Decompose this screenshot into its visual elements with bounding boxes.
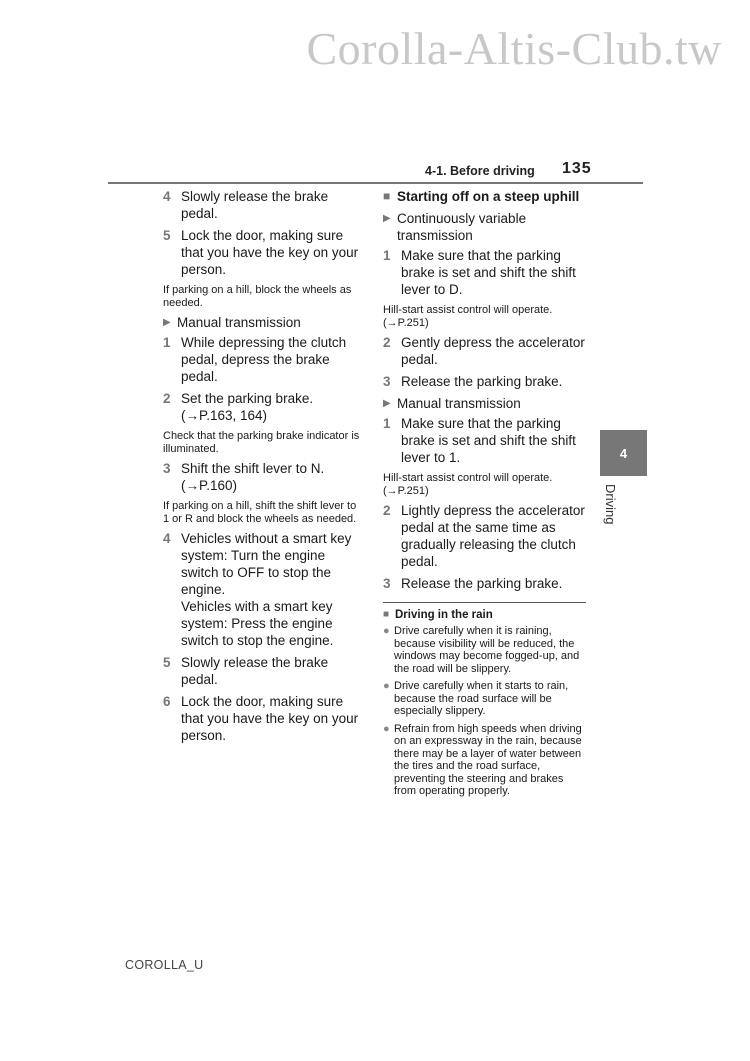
- step-number: 3: [383, 576, 391, 591]
- step-text: Lock the door, making sure that you have the key on your person.: [181, 694, 359, 743]
- step-text: Slowly release the brake pedal.: [181, 189, 329, 221]
- triangle-right-icon: ▶: [163, 317, 171, 328]
- step-text-line: Set the parking brake.: [181, 391, 314, 406]
- circle-bullet-icon: ●: [383, 680, 390, 692]
- list-item: [383, 723, 588, 798]
- section-rule: [383, 602, 586, 603]
- step-item: [163, 334, 363, 385]
- square-icon: ■: [383, 609, 390, 620]
- section-heading: [383, 188, 588, 205]
- step-number: 4: [163, 531, 171, 546]
- page-number: 135: [562, 160, 592, 177]
- circle-bullet-icon: ●: [383, 625, 390, 637]
- step-item: [163, 227, 363, 278]
- step-text: Slowly release the brake pedal.: [181, 655, 329, 687]
- step-number: 4: [163, 189, 171, 204]
- subsection-text: Manual transmission: [177, 315, 301, 330]
- step-number: 3: [163, 461, 171, 476]
- step-text: Release the parking brake.: [401, 374, 563, 389]
- step-number: 2: [383, 335, 391, 350]
- step-text: [181, 460, 363, 494]
- step-number: 2: [163, 391, 171, 406]
- step-text: Lock the door, making sure that you have the key on your person.: [181, 228, 359, 277]
- watermark: Corolla-Altis-Club.tw: [306, 23, 722, 74]
- note-text: If parking on a hill, block the wheels as needed.: [163, 284, 352, 309]
- chapter-number: 4: [619, 445, 628, 461]
- step-text: [181, 530, 363, 649]
- step-number: 1: [383, 416, 391, 431]
- bullet-text: Drive carefully when it starts to rain, because the road surface will be especially slippery.: [394, 680, 569, 717]
- note-text: Check that the parking brake indicator is illuminated.: [163, 430, 360, 455]
- step-number: 6: [163, 694, 171, 709]
- step-number: 1: [163, 335, 171, 350]
- note-text: If parking on a hill, shift the shift lever to 1 or R and block the wheels as needed.: [163, 500, 357, 525]
- list-item: [383, 625, 588, 675]
- chapter-tab: [600, 430, 647, 476]
- subsection-label: [383, 395, 588, 412]
- step-item: [383, 247, 588, 298]
- step-text: Release the parking brake.: [401, 576, 563, 591]
- step-item: [163, 460, 363, 494]
- chapter-label: Driving: [603, 484, 618, 525]
- left-column: [163, 188, 363, 749]
- step-item: [383, 373, 588, 390]
- triangle-right-icon: ▶: [383, 213, 391, 224]
- note-text: Hill-start assist control will operate. (→P.251): [383, 472, 553, 497]
- subsection-text: Manual transmission: [397, 396, 521, 411]
- rain-section-title: [383, 608, 588, 622]
- step-number: 5: [163, 655, 171, 670]
- step-text: Gently depress the accelerator pedal.: [401, 335, 585, 367]
- triangle-right-icon: ▶: [383, 398, 391, 409]
- square-icon: ■: [383, 189, 391, 203]
- note-text: Hill-start assist control will operate. (→P.251): [383, 304, 553, 329]
- step-text: Make sure that the parking brake is set and shift the shift lever to D.: [401, 248, 576, 297]
- step-item: [383, 502, 588, 570]
- step-item: [163, 693, 363, 744]
- rain-title-text: Driving in the rain: [395, 609, 493, 621]
- page-reference: (→P.163, 164): [181, 408, 268, 423]
- step-item: [163, 188, 363, 222]
- header-rule: [108, 182, 643, 184]
- footer-code: COROLLA_U: [125, 958, 204, 972]
- step-item: [383, 415, 588, 466]
- step-item: [163, 654, 363, 688]
- step-text: While depressing the clutch pedal, depress the brake pedal.: [181, 335, 347, 384]
- bullet-text: Drive carefully when it is raining, because visibility will be reduced, the windows may become fogged-up, and the road will be slippery.: [394, 625, 580, 675]
- step-number: 3: [383, 374, 391, 389]
- section-title: 4-1. Before driving: [425, 164, 535, 178]
- circle-bullet-icon: ●: [383, 722, 390, 735]
- step-number: 5: [163, 228, 171, 243]
- step-text: Make sure that the parking brake is set and shift the shift lever to 1.: [401, 416, 576, 465]
- subsection-label: [383, 210, 588, 244]
- step-item: [383, 575, 588, 592]
- subsection-label: [163, 314, 363, 331]
- step-number: 2: [383, 503, 391, 518]
- step-item: [163, 530, 363, 649]
- step-number: 1: [383, 248, 391, 263]
- step-text: Lightly depress the accelerator pedal at the same time as gradually releasing the clutch pedal.: [401, 503, 585, 569]
- step-text-line: Shift the shift lever to N.: [181, 461, 325, 476]
- heading-text: Starting off on a steep uphill: [397, 189, 580, 204]
- step-text-line: Vehicles without a smart key system: Turn the engine switch to OFF to stop the engine.: [181, 531, 352, 597]
- step-text-line: Vehicles with a smart key system: Press the engine switch to stop the engine.: [181, 599, 334, 648]
- page-reference: (→P.160): [181, 478, 238, 493]
- step-item: [163, 390, 363, 424]
- bullet-text: Refrain from high speeds when driving on an expressway in the rain, because there may be a layer of water between the tires and the road surface, preventing the steering and brakes from operating properly.: [394, 722, 582, 797]
- right-column: [383, 188, 588, 803]
- step-item: [383, 334, 588, 368]
- step-text: [181, 390, 363, 424]
- subsection-text: Continuously variable transmission: [397, 211, 527, 243]
- list-item: [383, 680, 588, 718]
